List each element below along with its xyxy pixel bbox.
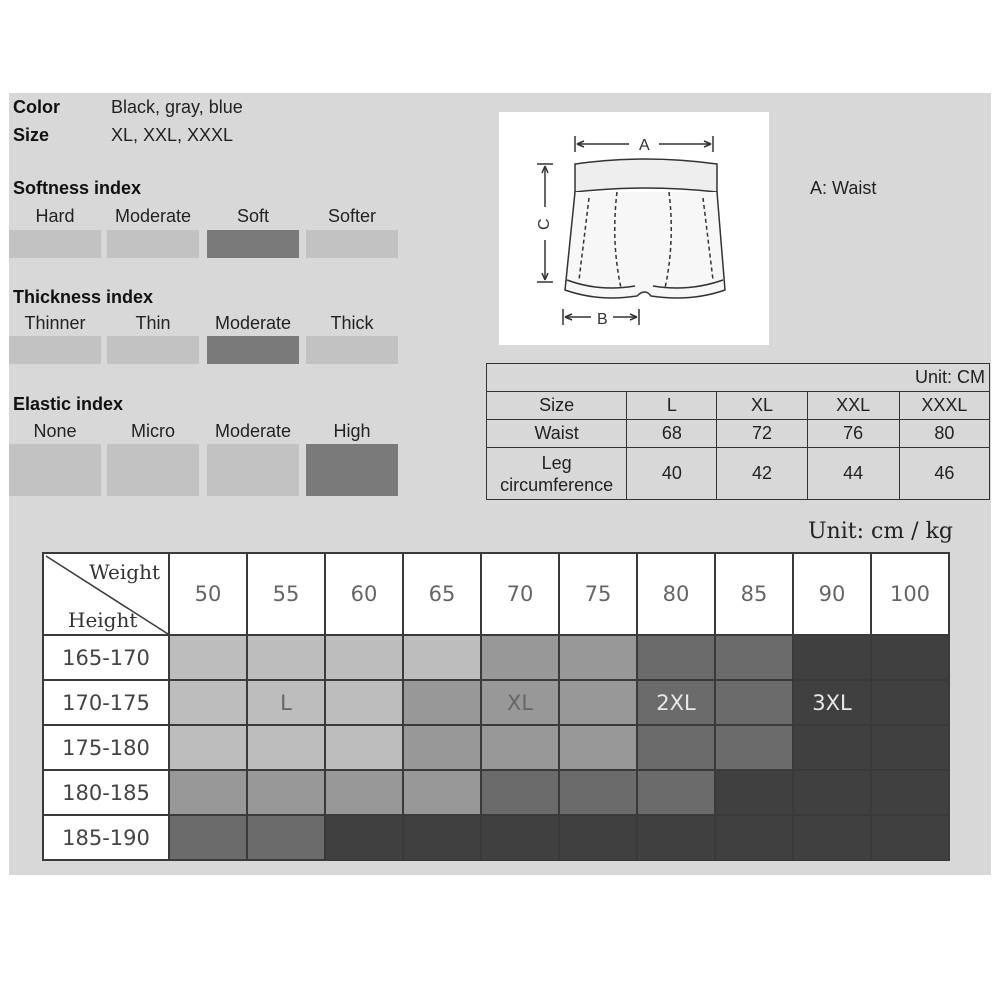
fit-cell xyxy=(793,635,871,680)
fit-cell xyxy=(559,725,637,770)
elastic-level-label: High xyxy=(333,421,371,441)
thickness-title: Thickness index xyxy=(13,287,154,307)
fit-cell xyxy=(169,680,247,725)
thickness-level-label: Thin xyxy=(135,313,171,333)
height-header: 175-180 xyxy=(43,725,169,770)
size-table-cell: 76 xyxy=(807,420,899,448)
boxer-shorts-icon xyxy=(499,112,769,345)
fit-cell xyxy=(481,635,559,680)
thickness-level-swatch xyxy=(107,336,199,364)
thickness-level-label: Thinner xyxy=(24,313,86,333)
fit-cell xyxy=(871,770,949,815)
fit-cell xyxy=(169,635,247,680)
softness-level-label: Softer xyxy=(327,206,377,226)
fit-cell xyxy=(637,815,715,860)
thickness-level-swatch xyxy=(9,336,101,364)
softness-level-swatch xyxy=(207,230,299,258)
weight-header: 85 xyxy=(715,553,793,635)
weight-header: 90 xyxy=(793,553,871,635)
table-row xyxy=(43,680,949,725)
fit-cell xyxy=(325,680,403,725)
weight-header: 80 xyxy=(637,553,715,635)
fit-cell xyxy=(403,815,481,860)
fit-cell xyxy=(247,635,325,680)
fit-cell xyxy=(325,815,403,860)
elastic-level-swatch xyxy=(306,444,398,496)
fit-cell xyxy=(169,815,247,860)
corner-height-label: Height xyxy=(68,608,138,632)
size-table-cell: 44 xyxy=(807,448,899,500)
fit-cell xyxy=(637,680,715,725)
fit-cell xyxy=(403,770,481,815)
fit-cell xyxy=(793,770,871,815)
size-label: L xyxy=(280,690,292,715)
softness-level-label: Soft xyxy=(236,206,270,226)
fit-cell xyxy=(559,635,637,680)
thickness-level-swatch xyxy=(306,336,398,364)
fit-cell xyxy=(481,725,559,770)
color-value: Black, gray, blue xyxy=(111,97,243,117)
elastic-level-label: Moderate xyxy=(214,421,292,441)
weight-header: 65 xyxy=(403,553,481,635)
fit-cell xyxy=(403,635,481,680)
thickness-level-label: Thick xyxy=(330,313,374,333)
softness-level-label: Hard xyxy=(35,206,75,226)
weight-header: 75 xyxy=(559,553,637,635)
elastic-level-label: Micro xyxy=(131,421,175,441)
dimension-b-label: B xyxy=(597,311,608,328)
fit-cell xyxy=(481,680,559,725)
fit-cell xyxy=(559,815,637,860)
table-row xyxy=(43,635,949,680)
size-table-cell: 46 xyxy=(899,448,989,500)
softness-title: Softness index xyxy=(13,178,142,198)
underwear-diagram xyxy=(499,112,769,345)
table-row xyxy=(43,770,949,815)
weight-header: 100 xyxy=(871,553,949,635)
fit-cell xyxy=(403,680,481,725)
thickness-level-label: Moderate xyxy=(214,313,292,333)
height-header: 165-170 xyxy=(43,635,169,680)
weight-header: 70 xyxy=(481,553,559,635)
fit-cell xyxy=(637,770,715,815)
softness-level-label: Moderate xyxy=(114,206,192,226)
elastic-level-swatch xyxy=(107,444,199,496)
fit-cell xyxy=(247,815,325,860)
table-row xyxy=(43,815,949,860)
size-table-header-cell: XXXL xyxy=(899,392,989,420)
size-table-header-cell: XL xyxy=(717,392,807,420)
fit-cell xyxy=(403,725,481,770)
softness-level-swatch xyxy=(107,230,199,258)
fit-cell xyxy=(793,725,871,770)
fit-cell xyxy=(793,815,871,860)
table-row xyxy=(43,725,949,770)
dimension-a-label: A xyxy=(639,137,650,154)
softness-level-swatch xyxy=(9,230,101,258)
diagram-legend: A: Waist xyxy=(810,178,877,198)
fit-cell xyxy=(169,725,247,770)
table-row xyxy=(487,448,990,500)
weight-header: 55 xyxy=(247,553,325,635)
fit-cell xyxy=(325,635,403,680)
color-label: Color xyxy=(13,97,60,117)
size-table-header-cell: L xyxy=(627,392,717,420)
fit-chart xyxy=(42,552,950,861)
fit-cell xyxy=(871,635,949,680)
table-row xyxy=(487,420,990,448)
chart-corner xyxy=(43,553,169,635)
size-table-cell: 72 xyxy=(717,420,807,448)
elastic-level-swatch xyxy=(9,444,101,496)
size-table-header-cell: XXL xyxy=(807,392,899,420)
fit-chart-unit: Unit: cm / kg xyxy=(808,519,953,544)
fit-cell xyxy=(871,680,949,725)
fit-cell xyxy=(871,725,949,770)
size-table-cell: 68 xyxy=(627,420,717,448)
size-table-cell: 40 xyxy=(627,448,717,500)
elastic-level-swatch xyxy=(207,444,299,496)
size-table-header-cell: Size xyxy=(487,392,627,420)
elastic-title: Elastic index xyxy=(13,394,124,414)
fit-cell xyxy=(637,635,715,680)
fit-cell xyxy=(481,770,559,815)
softness-level-swatch xyxy=(306,230,398,258)
size-label: Size xyxy=(13,125,50,145)
fit-cell xyxy=(637,725,715,770)
height-header: 185-190 xyxy=(43,815,169,860)
fit-cell xyxy=(793,680,871,725)
fit-cell xyxy=(481,815,559,860)
corner-weight-label: Weight xyxy=(89,560,160,584)
fit-cell xyxy=(559,770,637,815)
size-label: 2XL xyxy=(656,690,696,715)
thickness-level-swatch xyxy=(207,336,299,364)
fit-cell xyxy=(715,680,793,725)
fit-cell xyxy=(715,770,793,815)
size-table-row-label: Waist xyxy=(487,420,627,448)
size-table-header xyxy=(487,392,990,420)
fit-cell xyxy=(559,680,637,725)
fit-cell xyxy=(247,770,325,815)
fit-cell xyxy=(325,725,403,770)
weight-header: 50 xyxy=(169,553,247,635)
size-table-unit: Unit: CM xyxy=(487,364,990,392)
fit-cell xyxy=(247,680,325,725)
fit-cell xyxy=(169,770,247,815)
height-header: 170-175 xyxy=(43,680,169,725)
fit-cell xyxy=(715,815,793,860)
size-table-cell: 42 xyxy=(717,448,807,500)
fit-cell xyxy=(715,635,793,680)
dimension-c-label: C xyxy=(536,218,553,230)
weight-header: 60 xyxy=(325,553,403,635)
size-table xyxy=(486,363,990,500)
fit-cell xyxy=(871,815,949,860)
height-header: 180-185 xyxy=(43,770,169,815)
size-label: 3XL xyxy=(812,690,852,715)
fit-cell xyxy=(715,725,793,770)
elastic-level-label: None xyxy=(33,421,77,441)
size-value: XL, XXL, XXXL xyxy=(111,125,234,145)
size-table-cell: 80 xyxy=(899,420,989,448)
size-label: XL xyxy=(506,690,534,715)
fit-cell xyxy=(247,725,325,770)
fit-cell xyxy=(325,770,403,815)
size-table-row-label: Leg circumference xyxy=(487,448,627,500)
